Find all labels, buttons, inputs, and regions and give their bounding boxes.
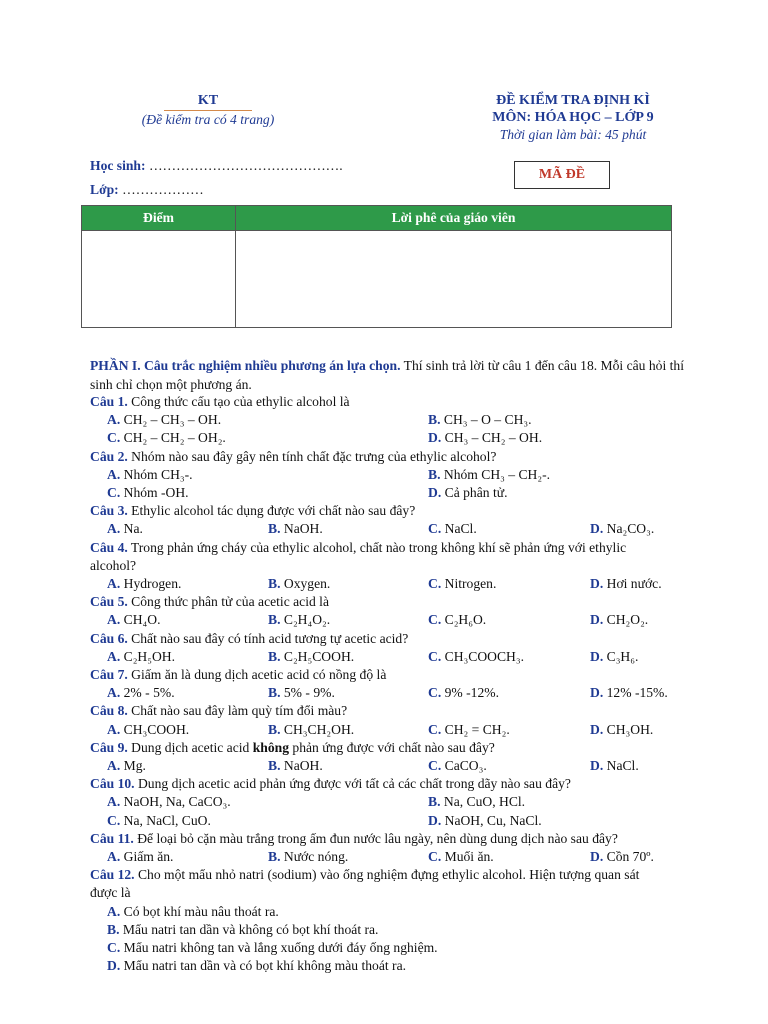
- student-line: [90, 158, 343, 174]
- question-text: Nhóm nào sau đây gây nên tính chất đặc trưng của ethylic alcohol?: [127, 448, 497, 464]
- question-text: Giấm ăn là dung dịch acetic acid có nồng độ là: [127, 667, 387, 682]
- question-number: Câu 2.: [90, 448, 128, 464]
- option-letter: B.: [268, 849, 281, 864]
- option-text: Na.: [123, 521, 143, 537]
- option-text: NaOH.: [283, 758, 323, 773]
- option-letter: B.: [268, 758, 281, 773]
- question-text: Chất nào sau đây làm quỳ tím đổi màu?: [127, 703, 348, 719]
- option-text: Muối ăn.: [444, 849, 494, 864]
- option-text: CaCO₃.: [444, 758, 487, 773]
- exam-subject: MÔN: HÓA HỌC – LỚP 9: [492, 110, 654, 125]
- option-text: Mẩu natri tan dần và có bọt khí không màu thoát ra.: [123, 958, 407, 974]
- option-text: 9% -12%.: [444, 685, 499, 701]
- option-letter: A.: [107, 576, 121, 591]
- answer-option[interactable]: [268, 849, 348, 865]
- option-text: NaCl.: [444, 521, 477, 537]
- answer-option[interactable]: [268, 521, 323, 537]
- question-stem: [90, 703, 347, 719]
- option-letter: C.: [107, 812, 121, 828]
- teacher-comment-cell[interactable]: [236, 231, 672, 328]
- option-letter: C.: [428, 849, 442, 864]
- answer-option[interactable]: [590, 521, 654, 537]
- option-text: 2% - 5%.: [123, 685, 175, 701]
- answer-option[interactable]: [428, 685, 499, 701]
- answer-option[interactable]: [107, 430, 226, 446]
- answer-option[interactable]: [590, 849, 654, 865]
- question-text-after: phản ứng được với chất nào sau đây?: [289, 739, 495, 755]
- option-text: NaOH, Na, CaCO₃.: [123, 794, 231, 810]
- option-text: Na₂CO₃.: [606, 521, 655, 537]
- option-letter: A.: [107, 758, 121, 773]
- answer-option[interactable]: [428, 794, 525, 810]
- question-text: Cho một mẩu nhỏ natri (sodium) vào ống nghiệm đựng ethylic alcohol. Hiện tượng quan sát: [134, 867, 640, 883]
- question-stem: [90, 394, 350, 410]
- option-text: CH₂O₂.: [606, 612, 649, 628]
- option-text: 5% - 9%.: [283, 685, 335, 701]
- section-intro: [90, 356, 702, 394]
- option-letter: D.: [590, 721, 604, 737]
- answer-option[interactable]: [107, 849, 173, 865]
- answer-option[interactable]: [428, 813, 542, 829]
- section-instruction: Thí sinh trả lời từ câu 1 đến câu 18. Mỗi câu hỏi thí sinh chỉ chọn một phương án.: [90, 358, 684, 392]
- option-letter: C.: [428, 758, 442, 773]
- option-letter: C.: [428, 721, 442, 737]
- question-number: Câu 12.: [90, 867, 135, 883]
- option-letter: D.: [590, 521, 604, 537]
- question-emphasis: không: [252, 739, 289, 755]
- option-letter: B.: [428, 794, 441, 810]
- option-letter: D.: [590, 758, 604, 773]
- option-text: C₂H₆O.: [444, 612, 487, 628]
- answer-option[interactable]: [428, 722, 510, 738]
- answer-option[interactable]: [268, 685, 335, 701]
- option-letter: B.: [268, 521, 281, 537]
- option-text: C₂H₅OH.: [123, 648, 176, 664]
- answer-option[interactable]: [590, 722, 653, 738]
- option-letter: A.: [107, 903, 121, 919]
- answer-option[interactable]: [107, 922, 378, 938]
- question-stem: [90, 594, 329, 610]
- answer-option[interactable]: [428, 521, 477, 537]
- answer-option[interactable]: [107, 485, 189, 501]
- option-letter: D.: [590, 849, 604, 864]
- option-text: Giấm ăn.: [123, 849, 174, 864]
- option-letter: B.: [428, 466, 441, 482]
- exam-title: ĐỀ KIỂM TRA ĐỊNH KÌ: [496, 93, 650, 108]
- option-letter: C.: [428, 576, 442, 591]
- question-number: Câu 6.: [90, 630, 128, 646]
- class-line: [90, 182, 204, 198]
- option-text: CH₃OH.: [606, 721, 654, 737]
- answer-option[interactable]: [107, 722, 189, 738]
- question-text-continued: được là: [90, 885, 131, 901]
- class-dots: ………………: [122, 182, 204, 197]
- answer-option[interactable]: [590, 685, 668, 701]
- option-text: CH₃ – CH₂ – OH.: [444, 430, 543, 446]
- header-left: [118, 92, 298, 128]
- answer-option[interactable]: [107, 467, 193, 483]
- answer-option[interactable]: [428, 649, 524, 665]
- option-letter: C.: [107, 430, 121, 446]
- question-text: Công thức cấu tạo của ethylic alcohol là: [127, 394, 350, 409]
- answer-option[interactable]: [268, 649, 354, 665]
- option-text: CH₂ = CH₂.: [444, 721, 510, 737]
- option-letter: D.: [428, 812, 442, 828]
- answer-option[interactable]: [428, 612, 486, 628]
- answer-option[interactable]: [590, 649, 638, 665]
- option-text: Hơi nước.: [606, 576, 662, 591]
- option-letter: D.: [590, 648, 604, 664]
- question-stem: [90, 540, 626, 556]
- option-letter: A.: [107, 412, 121, 428]
- option-letter: A.: [107, 648, 121, 664]
- option-letter: A.: [107, 466, 121, 482]
- option-letter: B.: [268, 612, 281, 628]
- question-text: Ethylic alcohol tác dụng được với chất nào sau đây?: [127, 503, 416, 519]
- answer-option[interactable]: [590, 576, 662, 592]
- option-text: Nhóm -OH.: [123, 485, 189, 500]
- option-letter: B.: [268, 721, 281, 737]
- option-letter: B.: [268, 576, 281, 591]
- answer-option[interactable]: [268, 722, 354, 738]
- question-text: Chất nào sau đây có tính acid tương tự acetic acid?: [127, 630, 409, 646]
- option-text: 12% -15%.: [606, 685, 668, 701]
- option-text: Nhóm CH₃-.: [123, 466, 193, 482]
- option-letter: B.: [268, 648, 281, 664]
- question-stem: [90, 867, 639, 883]
- kt-label: KT: [164, 93, 252, 111]
- question-number: Câu 5.: [90, 594, 128, 610]
- option-letter: A.: [107, 612, 121, 628]
- question-text: Trong phản ứng cháy của ethylic alcohol, chất nào trong không khí sẽ phản ứng với ethylic: [127, 539, 627, 555]
- answer-option[interactable]: [107, 576, 181, 592]
- option-text: Na, CuO, HCl.: [443, 794, 526, 810]
- question-number: Câu 3.: [90, 503, 128, 519]
- question-stem: [90, 831, 618, 847]
- option-text: Có bọt khí màu nâu thoát ra.: [123, 903, 279, 919]
- grade-table: [81, 205, 672, 328]
- section-title: PHẦN I. Câu trắc nghiệm nhiều phương án lựa chọn.: [90, 358, 401, 373]
- option-text: Cả phân tử.: [444, 485, 508, 500]
- option-letter: D.: [590, 685, 604, 701]
- option-text: Hydrogen.: [123, 576, 182, 591]
- option-letter: C.: [428, 521, 442, 537]
- option-text: CH₃COOCH₃.: [444, 648, 524, 664]
- option-letter: B.: [107, 921, 120, 937]
- option-text: C₃H₆.: [606, 648, 639, 664]
- answer-option[interactable]: [590, 758, 639, 774]
- question-text: Để loại bỏ cặn màu trắng trong ấm đun nước lâu ngày, nên dùng dung dịch nào sau đây?: [133, 830, 618, 846]
- option-text: NaCl.: [606, 758, 639, 773]
- question-stem: [90, 631, 408, 647]
- student-dots: …………………………………….: [148, 158, 343, 173]
- option-letter: C.: [428, 685, 442, 701]
- question-number: Câu 7.: [90, 667, 128, 682]
- option-text: C₂H₄O₂.: [283, 612, 331, 628]
- answer-option[interactable]: [428, 430, 542, 446]
- answer-option[interactable]: [107, 904, 279, 920]
- answer-option[interactable]: [107, 758, 146, 774]
- answer-option[interactable]: [107, 958, 406, 974]
- answer-option[interactable]: [107, 521, 143, 537]
- question-number: Câu 10.: [90, 776, 135, 792]
- option-letter: B.: [428, 412, 441, 428]
- answer-option[interactable]: [590, 612, 648, 628]
- option-text: Nước nóng.: [283, 849, 349, 864]
- option-text: Na, NaCl, CuO.: [123, 812, 211, 828]
- option-letter: A.: [107, 794, 121, 810]
- answer-option[interactable]: [107, 940, 438, 956]
- option-letter: D.: [107, 958, 121, 974]
- option-text: Oxygen.: [283, 576, 331, 591]
- option-text: Mẩu natri tan dần và không có bọt khí thoát ra.: [122, 921, 379, 937]
- answer-option[interactable]: [428, 467, 550, 483]
- grade-cell[interactable]: [82, 231, 236, 328]
- option-letter: C.: [428, 612, 442, 628]
- option-text: C₂H₅COOH.: [283, 648, 355, 664]
- question-number: Câu 4.: [90, 539, 128, 555]
- option-letter: C.: [107, 485, 121, 500]
- answer-option[interactable]: [428, 758, 487, 774]
- class-label: Lớp:: [90, 182, 119, 197]
- teacher-comment-header: Lời phê của giáo viên: [236, 206, 672, 231]
- answer-option[interactable]: [107, 612, 160, 628]
- pages-note: (Đề kiểm tra có 4 trang): [141, 112, 275, 127]
- answer-option[interactable]: [428, 412, 532, 428]
- option-text: Cồn 70º.: [606, 849, 654, 864]
- question-stem: [90, 667, 386, 683]
- student-label: Học sinh:: [90, 158, 146, 173]
- option-letter: A.: [107, 849, 121, 864]
- option-text: CH₄O.: [123, 612, 161, 628]
- answer-option[interactable]: [268, 576, 330, 592]
- option-text: NaOH.: [283, 521, 323, 537]
- question-number: Câu 1.: [90, 394, 128, 409]
- option-text: CH₂ – CH₂ – OH₂.: [123, 430, 226, 446]
- answer-option[interactable]: [107, 685, 175, 701]
- question-stem: [90, 776, 571, 792]
- option-text: CH₃COOH.: [123, 721, 190, 737]
- answer-option[interactable]: [107, 412, 221, 428]
- option-text: Mg.: [123, 758, 146, 773]
- option-letter: B.: [268, 685, 281, 701]
- option-text: NaOH, Cu, NaCl.: [444, 812, 542, 828]
- option-text: CH₂ – CH₃ – OH.: [123, 412, 222, 428]
- option-text: Nhóm CH₃ – CH₂-.: [443, 466, 551, 482]
- grade-header: Điểm: [82, 206, 236, 231]
- answer-option[interactable]: [107, 649, 175, 665]
- answer-option[interactable]: [107, 794, 231, 810]
- answer-option[interactable]: [107, 813, 211, 829]
- option-letter: A.: [107, 685, 121, 701]
- question-text: Dung dịch acetic acid phản ứng được với tất cả các chất trong dãy nào sau đây?: [134, 776, 571, 792]
- option-letter: C.: [428, 648, 442, 664]
- answer-option[interactable]: [268, 758, 323, 774]
- option-text: CH₃ – O – CH₃.: [443, 412, 532, 428]
- option-letter: A.: [107, 521, 121, 537]
- option-text: Nitrogen.: [444, 576, 497, 591]
- answer-option[interactable]: [268, 612, 330, 628]
- question-text: Dung dịch acetic acid: [127, 739, 253, 755]
- question-text: Công thức phân tử của acetic acid là: [127, 594, 329, 610]
- answer-option[interactable]: [428, 849, 494, 865]
- option-letter: A.: [107, 721, 121, 737]
- option-text: CH₃CH₂OH.: [283, 721, 355, 737]
- header-right: [448, 92, 698, 143]
- exam-time: Thời gian làm bài: 45 phút: [499, 127, 647, 142]
- question-text-continued: alcohol?: [90, 557, 137, 573]
- option-letter: D.: [428, 485, 442, 500]
- question-number: Câu 11.: [90, 830, 134, 846]
- question-stem: [90, 740, 495, 756]
- option-text: Mẩu natri không tan và lắng xuống dưới đáy ống nghiệm.: [123, 940, 438, 955]
- option-letter: D.: [590, 576, 604, 591]
- option-letter: C.: [107, 940, 121, 955]
- question-stem: [90, 503, 415, 519]
- option-letter: D.: [428, 430, 442, 446]
- answer-option[interactable]: [428, 576, 496, 592]
- exam-code-box: MÃ ĐỀ: [514, 161, 610, 189]
- option-letter: D.: [590, 612, 604, 628]
- question-number: Câu 8.: [90, 703, 128, 719]
- answer-option[interactable]: [428, 485, 508, 501]
- question-stem: [90, 449, 496, 465]
- question-number: Câu 9.: [90, 739, 128, 755]
